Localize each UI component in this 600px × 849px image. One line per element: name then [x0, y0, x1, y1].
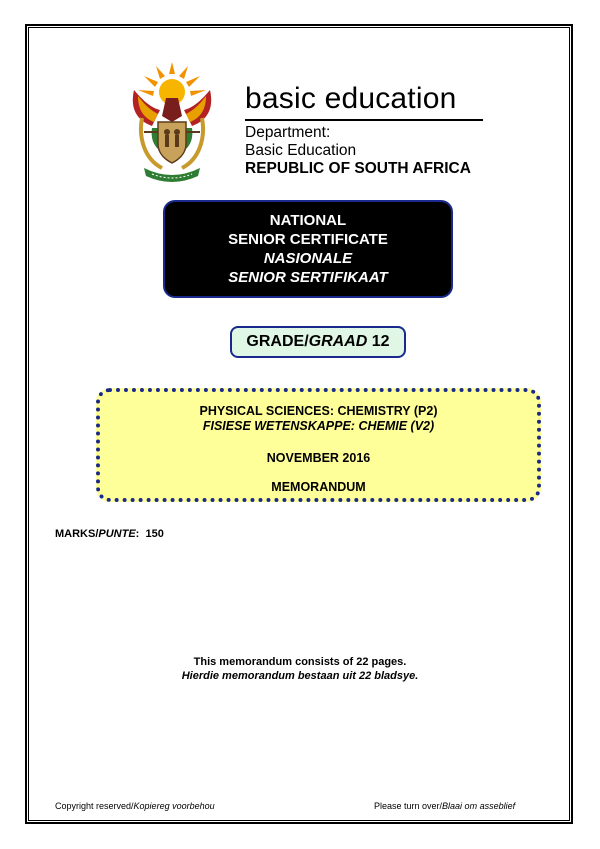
- subject-panel: [96, 388, 541, 502]
- certificate-line-national: NATIONAL: [269, 212, 347, 229]
- grade-label-af: GRAAD: [308, 333, 368, 350]
- grade-badge: [230, 326, 406, 358]
- footer-turn-over: [374, 801, 515, 811]
- department-label: Department:: [245, 124, 331, 141]
- page-count-af: Hierdie memorandum bestaan uit 22 bladsye.: [181, 670, 419, 682]
- footer-turn-over-af: Blaai om asseblief: [442, 801, 516, 811]
- marks-value: 150: [145, 528, 164, 540]
- grade-number: 12: [367, 333, 390, 350]
- footer-copyright-en: Copyright reserved/: [55, 801, 134, 811]
- grade-label-en: GRADE/: [246, 333, 309, 350]
- certificate-line-senior-certificate: SENIOR CERTIFICATE: [228, 231, 388, 248]
- exam-date: NOVEMBER 2016: [266, 451, 371, 465]
- subject-title-en: PHYSICAL SCIENCES: CHEMISTRY (P2): [199, 404, 438, 418]
- coat-of-arms-icon: [122, 60, 222, 185]
- page-count-note: [0, 655, 600, 683]
- footer-copyright: [55, 801, 215, 811]
- marks-label-af: PUNTE: [98, 528, 136, 540]
- certificate-line-nasionale: NASIONALE: [263, 250, 353, 267]
- marks-line: [55, 528, 164, 540]
- department-brand: basic education: [245, 82, 457, 115]
- subject-title-af: FISIESE WETENSKAPPE: CHEMIE (V2): [202, 419, 435, 433]
- department-name: Basic Education: [245, 142, 357, 159]
- footer-turn-over-en: Please turn over/: [374, 801, 443, 811]
- department-block: [245, 80, 490, 178]
- marks-separator: :: [135, 528, 146, 540]
- department-divider: [245, 119, 483, 121]
- certificate-line-senior-sertifikaat: SENIOR SERTIFIKAAT: [228, 269, 388, 286]
- certificate-banner: [163, 200, 453, 298]
- page-count-en: This memorandum consists of 22 pages.: [193, 656, 407, 668]
- marks-label-en: MARKS/: [55, 528, 99, 540]
- document-type: MEMORANDUM: [271, 480, 366, 494]
- country-name: REPUBLIC OF SOUTH AFRICA: [245, 160, 471, 177]
- footer-copyright-af: Kopiereg voorbehou: [133, 801, 215, 811]
